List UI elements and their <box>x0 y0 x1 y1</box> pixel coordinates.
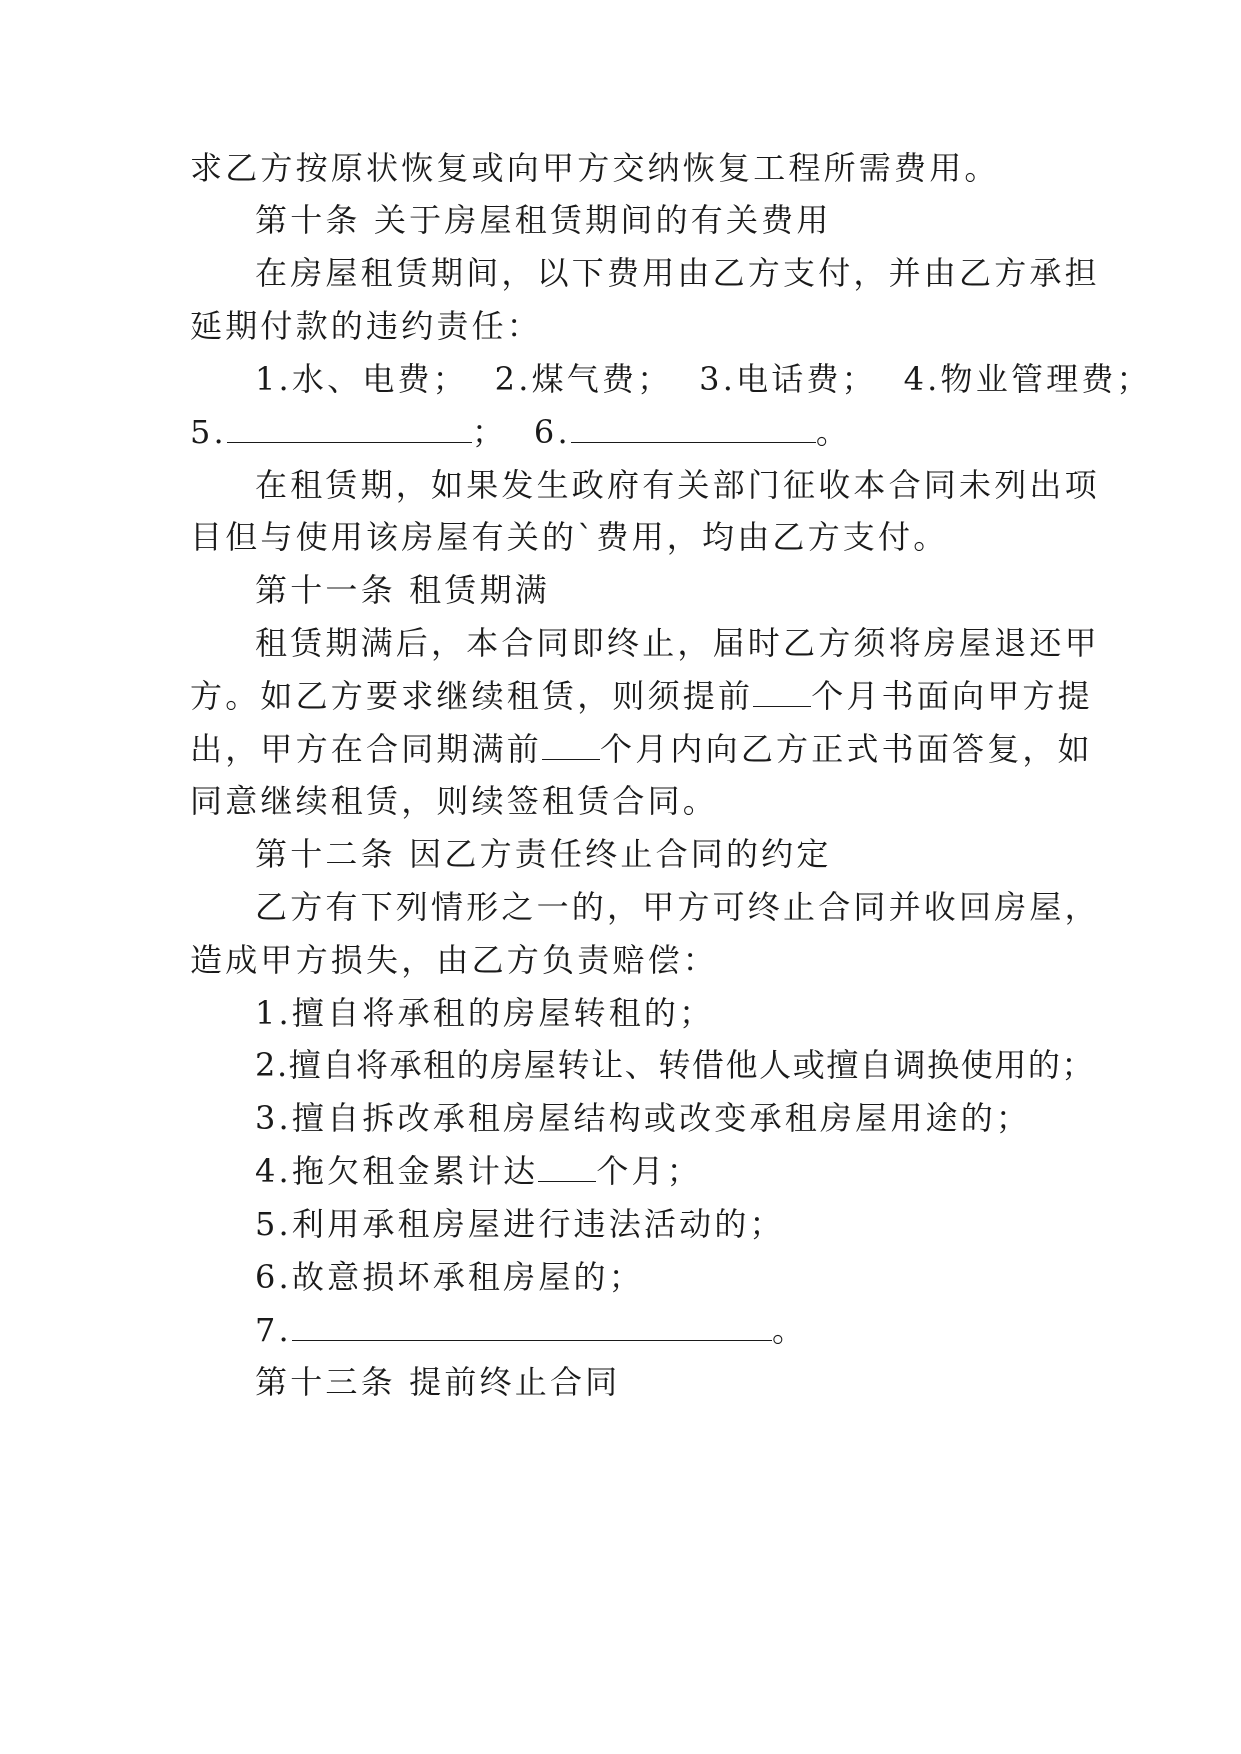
article-11-heading: 第十一条 租赁期满 <box>255 571 550 609</box>
paragraph-line: 造成甲方损失，由乙方负责赔偿： <box>190 941 719 979</box>
list-item: 5.利用承租房屋进行违法活动的； <box>255 1205 785 1243</box>
text-run: 。 <box>771 1311 808 1349</box>
text-run: 个月； <box>596 1152 702 1190</box>
paragraph-line: 求乙方按原状恢复或向甲方交纳恢复工程所需费用。 <box>190 149 1000 187</box>
list-item: 3.擅自拆改承租房屋结构或改变承租房屋用途的； <box>255 1099 1032 1137</box>
fee-list-line: 1.水、电费； 2.煤气费； 3.电话费； 4.物业管理费； <box>255 360 1152 398</box>
list-item: 2.擅自将承租的房屋转让、转借他人或擅自调换使用的； <box>255 1046 1096 1084</box>
fill-in-blank <box>538 1151 596 1182</box>
list-item <box>255 1310 807 1350</box>
article-10-heading: 第十条 关于房屋租赁期间的有关费用 <box>255 201 832 239</box>
text-run: 7. <box>255 1311 292 1349</box>
article-13-heading: 第十三条 提前终止合同 <box>255 1363 621 1401</box>
list-item <box>255 1151 702 1191</box>
text-run: 出，甲方在合同期满前 <box>190 730 543 768</box>
text-run: ； 6. <box>471 413 571 451</box>
text-run: 个月书面向甲方提 <box>811 677 1093 715</box>
paragraph-line: 在房屋租赁期间，以下费用由乙方支付，并由乙方承担 <box>255 254 1100 292</box>
text-run: 5. <box>190 413 227 451</box>
fill-in-blank <box>571 412 816 443</box>
list-item: 1.擅自将承租的房屋转租的； <box>255 994 715 1032</box>
article-12-heading: 第十二条 因乙方责任终止合同的约定 <box>255 835 832 873</box>
paragraph-line: 在租赁期，如果发生政府有关部门征收本合同未列出项 <box>255 466 1100 504</box>
fill-in-blank <box>292 1310 772 1341</box>
paragraph-line: 延期付款的违约责任： <box>190 307 543 345</box>
paragraph-line: 租赁期满后，本合同即终止，届时乙方须将房屋退还甲 <box>255 624 1100 662</box>
text-run: 方。如乙方要求继续租赁，则须提前 <box>190 677 754 715</box>
list-item: 6.故意损坏承租房屋的； <box>255 1258 644 1296</box>
text-run: 4.拖欠租金累计达 <box>255 1152 539 1190</box>
paragraph-line <box>190 676 1093 716</box>
paragraph-line: 同意继续租赁，则续签租赁合同。 <box>190 782 719 820</box>
fill-in-blank <box>753 676 811 707</box>
paragraph-line: 目但与使用该房屋有关的`费用，均由乙方支付。 <box>190 518 949 556</box>
fill-in-blank <box>227 412 472 443</box>
fee-blanks-line <box>190 412 851 452</box>
fill-in-blank <box>542 729 600 760</box>
paragraph-line <box>190 729 1093 769</box>
text-run: 。 <box>815 413 852 451</box>
paragraph-line: 乙方有下列情形之一的，甲方可终止合同并收回房屋， <box>255 888 1100 926</box>
text-run: 个月内向乙方正式书面答复，如 <box>600 730 1093 768</box>
